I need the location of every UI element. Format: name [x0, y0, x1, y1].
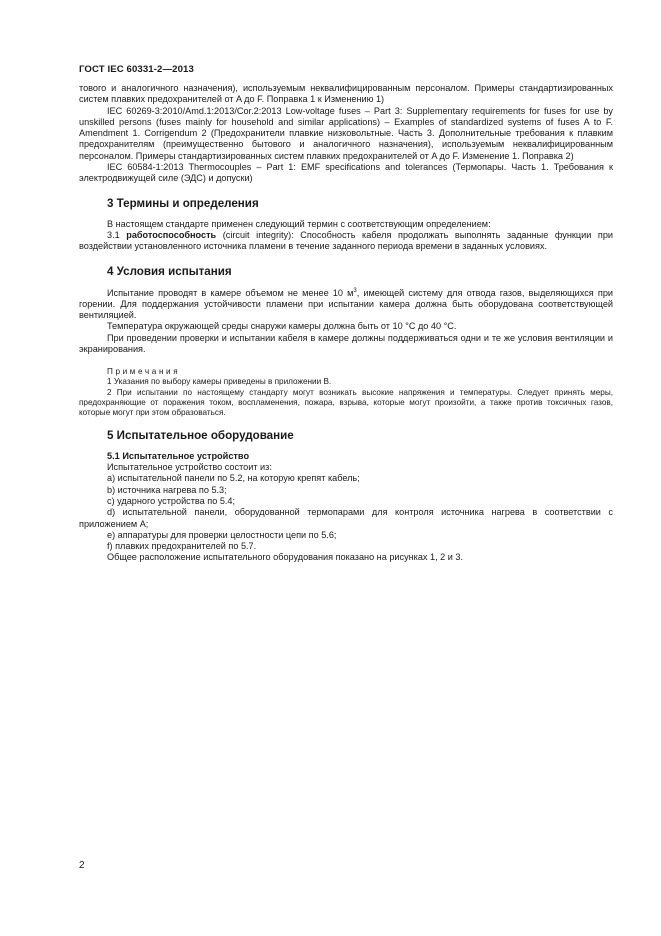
section-3-heading: 3 Термины и определения: [107, 196, 259, 210]
section-4-paragraph-ventilation: При проведении проверки и испытании кабеля в камере должны поддерживаться одни и те же условия вентиляции и экранирования.: [79, 332, 613, 355]
list-item: a) испытательной панели по 5.2, на которую крепят кабель;: [107, 473, 360, 484]
list-item: d) испытательной панели, оборудованной термопарами для контроля источника нагрева в соответствии с приложением А;: [79, 507, 613, 529]
list-item: c) ударного устройства по 5.4;: [107, 496, 236, 506]
subsection-5-1-heading: 5.1 Испытательное устройство: [107, 450, 250, 461]
note-2: 2 При испытании по настоящему стандарту могут возникать высокие напряжения и температуры. Следует принять меры, предохраняющие от поражения током, воспламенения, пожара, взрыва, которые могут произойти, а также против токсичных газов, которые могут при этом образоваться.: [79, 387, 613, 417]
section-4-heading: 4 Условия испытания: [107, 264, 232, 278]
document-header: ГОСТ IEC 60331-2—2013: [79, 64, 194, 75]
intro-paragraph-iec60584: IEC 60584-1:2013 Thermocouples – Part 1: EMF specifications and tolerances (Термопары. Часть 1. Требования к электродвижущей силе (ЭДС) и допуски): [79, 162, 613, 184]
intro-paragraph-continuation: тового и аналогичного назначения), используемым неквалифицированным персоналом. Примеры стандартизированных систем плавких предохранителей от A до F. Поправка 1 к Изменению 1): [79, 83, 613, 105]
list-item: b) источника нагрева по 5.3;: [107, 484, 227, 495]
notes-block: [79, 367, 613, 417]
section-4-paragraph-temperature: Температура окружающей среды снаружи камеры должна быть от 10 °С до 40 °С.: [107, 321, 457, 332]
list-item: f) плавких предохранителей по 5.7.: [107, 541, 257, 552]
notes-title: Примечания: [107, 367, 181, 377]
definition-term: работоспособность: [126, 229, 217, 240]
definition-text: (circuit integrity): Способность кабеля продолжать выполнять заданные функции при воздействии установленного источника пламени в течение заданного периода времени в заданных условиях.: [79, 229, 613, 252]
section-4-paragraph-chamber: Испытание проводят в камере объемом не менее 10 $м^3$, имеющей систему для отвода газов, выделяющихся при горении. Для поддержания устойчивости пламени при испытании камера должна быть оборудована соответствующей вентиляцией.: [79, 287, 613, 321]
superscript-cubic: 3: [353, 287, 357, 294]
subsection-5-1-closing: Общее расположение испытательного оборудования показано на рисунках 1, 2 и 3.: [107, 552, 464, 563]
page-number: 2: [79, 860, 85, 871]
list-item: e) аппаратуры для проверки целостности цепи по 5.6;: [107, 529, 337, 540]
page-content: [79, 83, 613, 564]
note-1: 1 Указания по выбору камеры приведены в приложении В.: [107, 377, 332, 387]
intro-paragraph-iec60269: IEC 60269-3:2010/Amd.1:2013/Cor.2:2013 Low-voltage fuses – Part 3: Supplementary requirements for fuses for use by unskilled persons (fuses mainly for household and similar applications) – Examples of standardized systems of fuses A to F. Amendment 1. Corrigendum 2 (Предохранители плавкие низковольтные. Часть 3. Дополнительные требования к плавким предохранителям (преимущественно бытового и аналогичного назначения), используемым неквалифицированным персоналом. Примеры стандартизированных систем плавких предохранителей от A до F. Изменение 1. Поправка 2): [79, 105, 613, 161]
section-5-heading: 5 Испытательное оборудование: [107, 428, 294, 442]
subsection-5-1-intro: Испытательное устройство состоит из:: [107, 462, 272, 473]
definition-3-1: [79, 230, 613, 253]
definition-number: 3.1: [107, 229, 120, 240]
section-3-paragraph: В настоящем стандарте применен следующий термин с соответствующим определением:: [107, 218, 491, 229]
